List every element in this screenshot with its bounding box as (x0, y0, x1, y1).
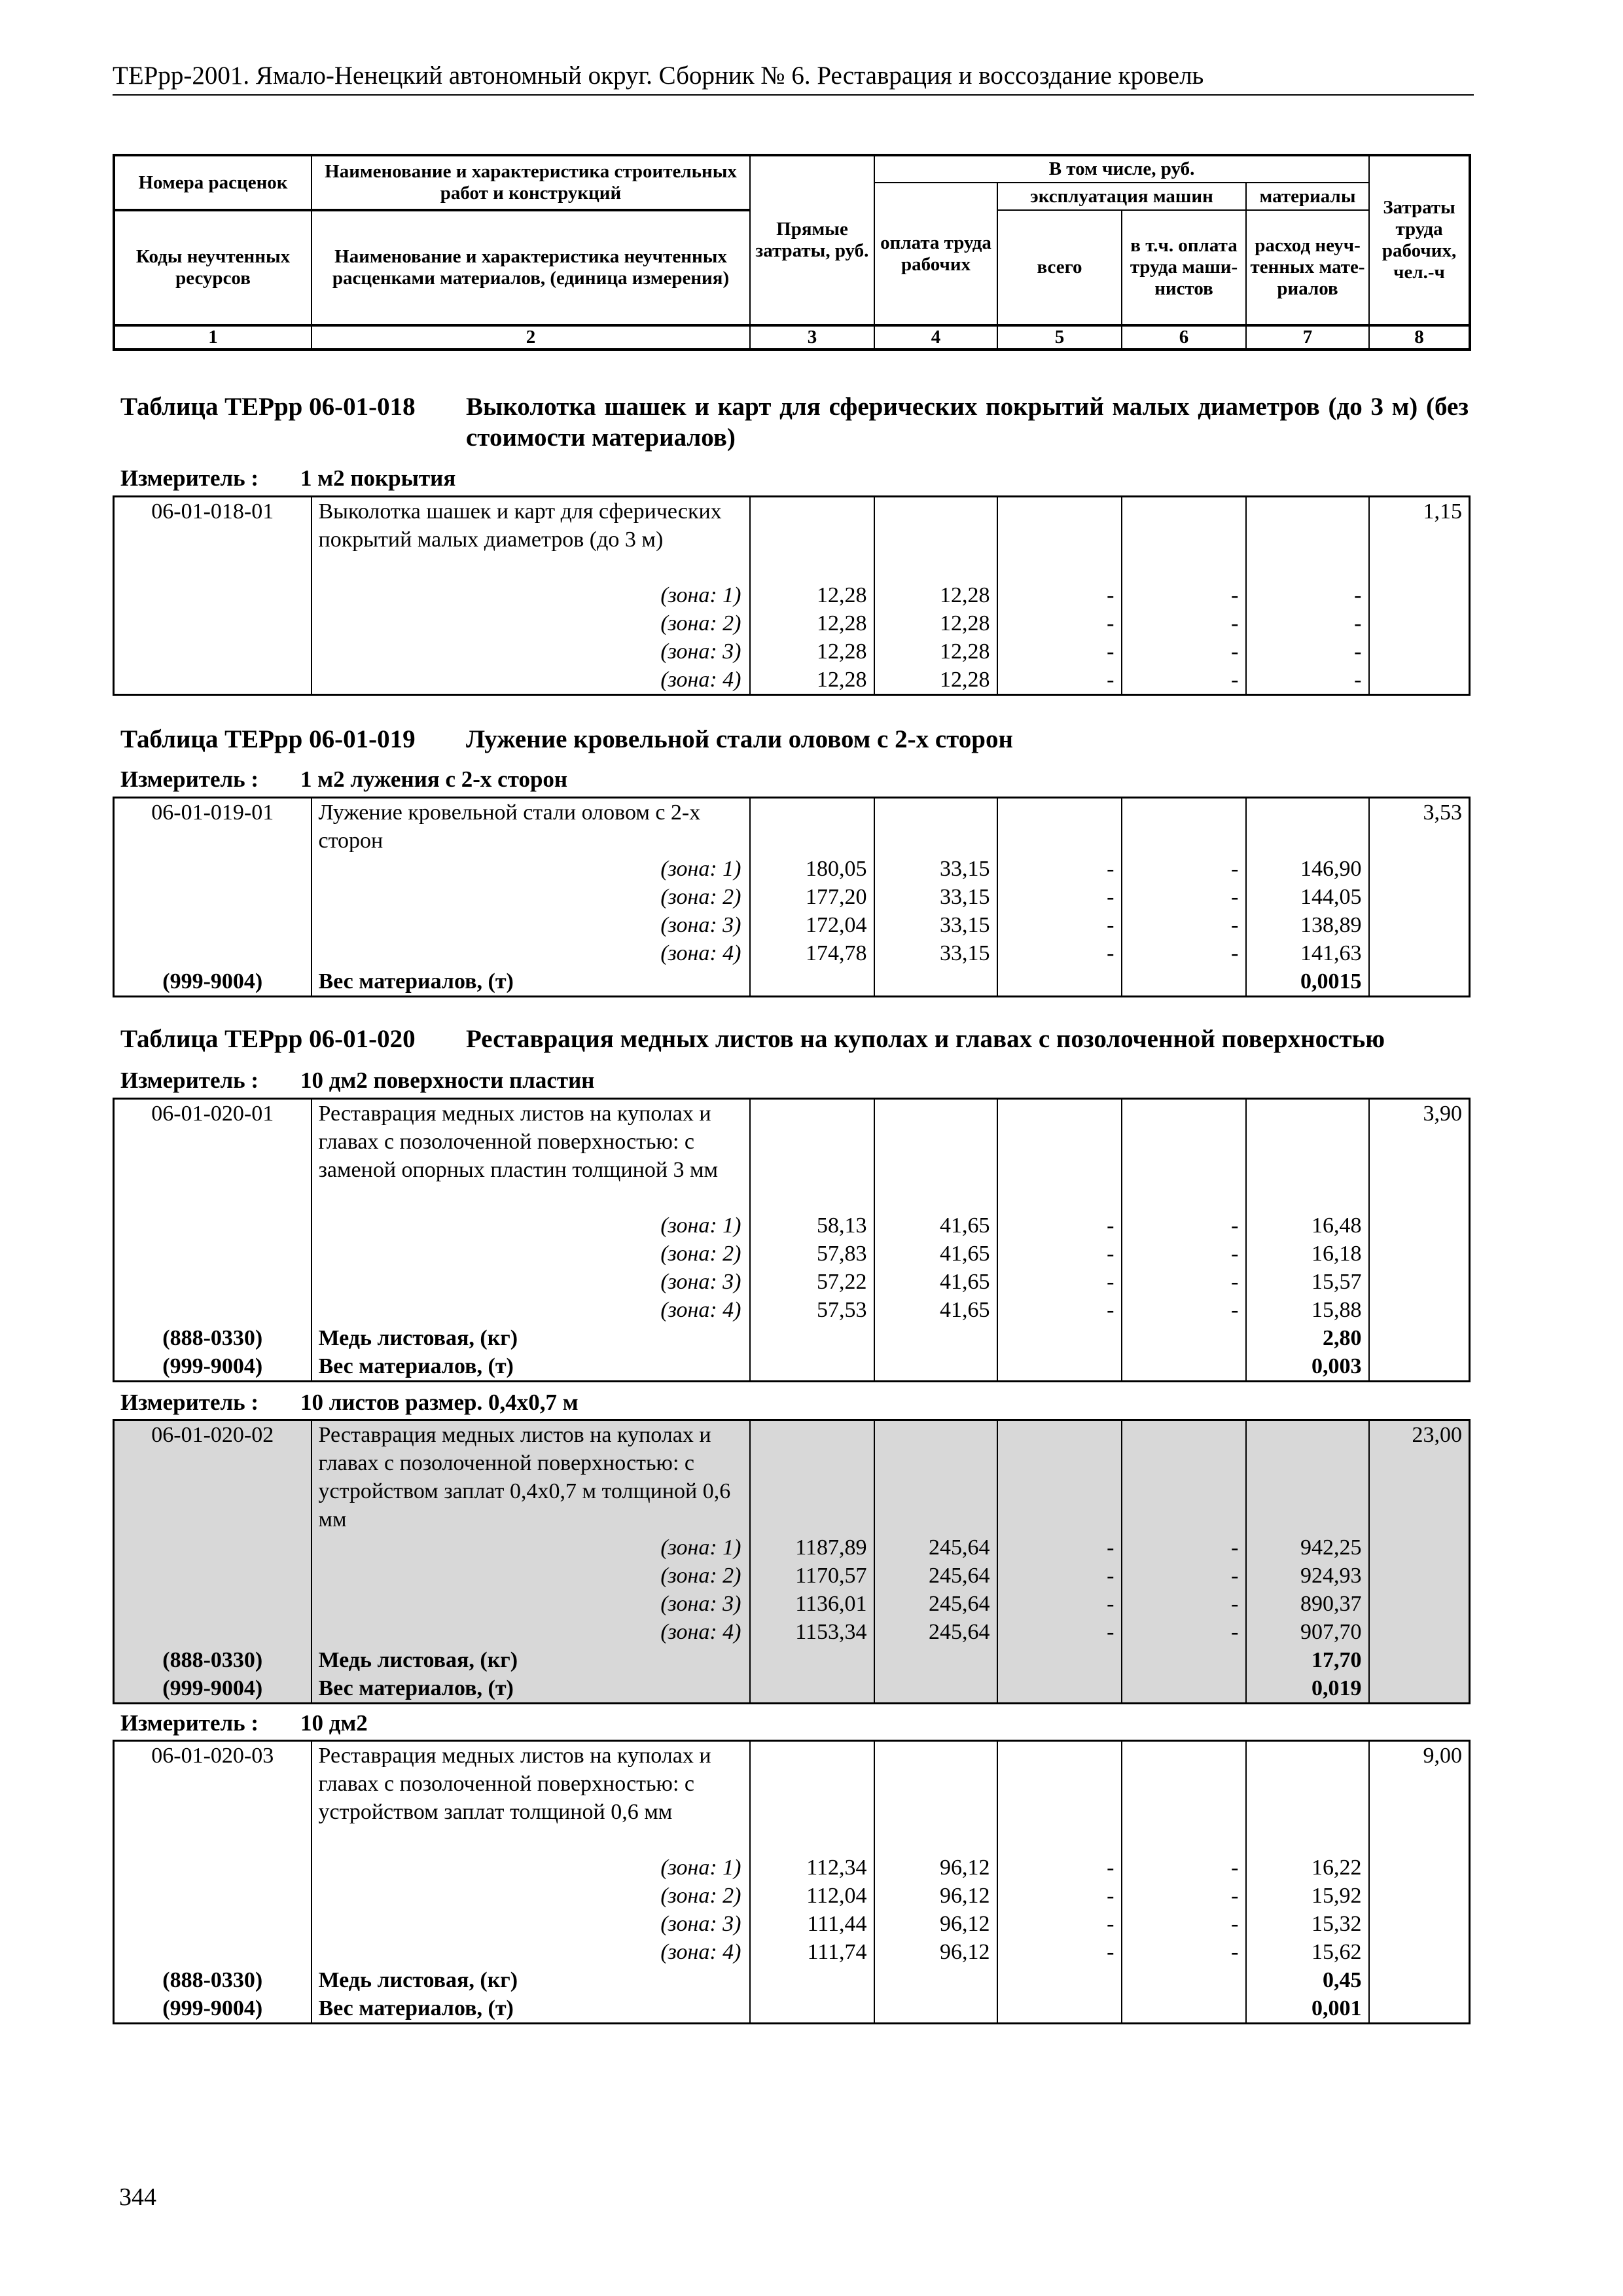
col6-label: в т.ч. оплата труда маши-нистов (1122, 210, 1246, 325)
materials: 15,92 (1246, 1882, 1369, 1910)
resource-name: Медь листовая, (кг) (312, 1324, 750, 1352)
measure-value: 1 м2 покрытия (300, 465, 456, 491)
zone-label: (зона: 4) (312, 1618, 750, 1646)
resource-value: 0,019 (1246, 1674, 1369, 1704)
measure-label: Измеритель : (120, 766, 259, 792)
machines-total: - (997, 609, 1122, 637)
materials-label: материалы (1246, 183, 1369, 210)
direct-cost: 174,78 (750, 939, 874, 967)
machines-total: - (997, 1240, 1122, 1268)
machinist-wages: - (1122, 1211, 1246, 1240)
zone-label: (зона: 1) (312, 581, 750, 609)
col1-bottom-label: Коды неучтенных ресурсов (114, 210, 312, 325)
labor-cost: 23,00 (1369, 1420, 1470, 1704)
zone-row (114, 1854, 1470, 1882)
col4-label: оплата труда рабочих (874, 183, 997, 325)
wages: 245,64 (874, 1618, 997, 1646)
direct-cost: 1136,01 (750, 1590, 874, 1618)
rate-table (113, 1098, 1471, 1382)
rate-table (113, 797, 1471, 997)
machinist-wages: - (1122, 1268, 1246, 1296)
rate-code: 06-01-019-01 (114, 798, 312, 855)
section-text: Выколотка шашек и карт для сферических покрытий малых диаметров (до 3 м) (без стоимости материалов) (466, 393, 1469, 452)
wages: 245,64 (874, 1534, 997, 1562)
machines-total: - (997, 581, 1122, 609)
col-number: 2 (312, 325, 750, 350)
machinist-wages: - (1122, 581, 1246, 609)
resource-name: Вес материалов, (т) (312, 1674, 750, 1704)
rate-table (113, 495, 1471, 696)
col-number: 8 (1369, 325, 1470, 350)
measure-value: 10 листов размер. 0,4х0,7 м (300, 1390, 579, 1415)
section-title (120, 391, 1469, 453)
machines-total: - (997, 1211, 1122, 1240)
rate-name: Лужение кровельной стали оловом с 2-х сторон (312, 798, 750, 855)
measure-value: 1 м2 лужения с 2-х сторон (300, 766, 568, 792)
zone-label: (зона: 3) (312, 911, 750, 939)
machines-total: - (997, 637, 1122, 666)
machinist-wages: - (1122, 609, 1246, 637)
page-number: 344 (119, 2183, 156, 2211)
direct-cost: 12,28 (750, 609, 874, 637)
wages: 96,12 (874, 1910, 997, 1938)
col-number: 5 (997, 325, 1122, 350)
machines-total: - (997, 855, 1122, 883)
materials: - (1246, 609, 1369, 637)
zone-label: (зона: 2) (312, 1882, 750, 1910)
materials: - (1246, 666, 1369, 695)
machinist-wages: - (1122, 1854, 1246, 1882)
materials: 907,70 (1246, 1618, 1369, 1646)
rate-name: Реставрация медных листов на куполах и главах с позолоченной поверхностью: с устройством заплат толщиной 0,6 мм (312, 1741, 750, 1854)
materials: 144,05 (1246, 883, 1369, 911)
wages: 96,12 (874, 1854, 997, 1882)
rate-table (113, 1419, 1471, 1704)
resource-name: Медь листовая, (кг) (312, 1646, 750, 1674)
col8-label: Затраты труда рабочих, чел.-ч (1369, 155, 1470, 325)
rate-code: 06-01-018-01 (114, 497, 312, 581)
column-header-table (113, 154, 1471, 351)
resource-row (114, 1674, 1470, 1704)
resource-row (114, 967, 1470, 997)
zone-row (114, 637, 1470, 666)
direct-cost: 12,28 (750, 581, 874, 609)
zone-row (114, 609, 1470, 637)
zone-row (114, 581, 1470, 609)
measure-label: Измеритель : (120, 1390, 259, 1415)
wages: 41,65 (874, 1211, 997, 1240)
machinist-wages: - (1122, 1590, 1246, 1618)
direct-cost: 1187,89 (750, 1534, 874, 1562)
zone-row (114, 1590, 1470, 1618)
resource-value: 2,80 (1246, 1324, 1369, 1352)
machinist-wages: - (1122, 637, 1246, 666)
materials: 138,89 (1246, 911, 1369, 939)
direct-cost: 12,28 (750, 637, 874, 666)
zone-label: (зона: 3) (312, 637, 750, 666)
wages: 12,28 (874, 581, 997, 609)
zone-label: (зона: 4) (312, 939, 750, 967)
col-number: 3 (750, 325, 874, 350)
wages: 96,12 (874, 1938, 997, 1966)
zone-row (114, 1882, 1470, 1910)
machinist-wages: - (1122, 1296, 1246, 1324)
zone-row (114, 855, 1470, 883)
resource-code: (999-9004) (114, 1994, 312, 2024)
labor-cost: 1,15 (1369, 497, 1470, 695)
rate-name: Реставрация медных листов на куполах и главах с позолоченной поверхностью: с устройством заплат 0,4х0,7 м толщиной 0,6 мм (312, 1420, 750, 1534)
zone-row (114, 1240, 1470, 1268)
section-title (120, 1024, 1469, 1054)
wages: 33,15 (874, 911, 997, 939)
zone-label: (зона: 2) (312, 609, 750, 637)
col3-label: Прямые затраты, руб. (750, 155, 874, 325)
zone-row (114, 1211, 1470, 1240)
resource-name: Медь листовая, (кг) (312, 1966, 750, 1994)
resource-code: (999-9004) (114, 1352, 312, 1382)
machines-total: - (997, 1590, 1122, 1618)
resource-value: 0,001 (1246, 1994, 1369, 2024)
direct-cost: 112,34 (750, 1854, 874, 1882)
machinist-wages: - (1122, 666, 1246, 695)
zone-label: (зона: 2) (312, 1240, 750, 1268)
direct-cost: 12,28 (750, 666, 874, 695)
wages: 96,12 (874, 1882, 997, 1910)
materials: 942,25 (1246, 1534, 1369, 1562)
resource-code: (888-0330) (114, 1324, 312, 1352)
resource-code: (888-0330) (114, 1966, 312, 1994)
machines-total: - (997, 1562, 1122, 1590)
materials: 924,93 (1246, 1562, 1369, 1590)
resource-row (114, 1324, 1470, 1352)
machines-total: - (997, 1534, 1122, 1562)
machinist-wages: - (1122, 1534, 1246, 1562)
materials: 15,88 (1246, 1296, 1369, 1324)
col-number: 4 (874, 325, 997, 350)
materials: 15,32 (1246, 1910, 1369, 1938)
direct-cost: 1153,34 (750, 1618, 874, 1646)
wages: 12,28 (874, 609, 997, 637)
zone-label: (зона: 2) (312, 1562, 750, 1590)
measure-value: 10 дм2 поверхности пластин (300, 1067, 595, 1093)
resource-value: 0,0015 (1246, 967, 1369, 997)
direct-cost: 111,74 (750, 1938, 874, 1966)
direct-cost: 177,20 (750, 883, 874, 911)
resource-value: 0,003 (1246, 1352, 1369, 1382)
resource-name: Вес материалов, (т) (312, 967, 750, 997)
rate-code: 06-01-020-01 (114, 1099, 312, 1211)
section-label: Таблица ТЕРрр 06-01-018 (120, 393, 416, 421)
col2-bottom-label: Наименование и характеристика неучтенных расценками материалов, (единица измерения) (312, 210, 750, 325)
machines-total: - (997, 1268, 1122, 1296)
zone-label: (зона: 1) (312, 1854, 750, 1882)
machines-total: - (997, 883, 1122, 911)
zone-label: (зона: 3) (312, 1268, 750, 1296)
direct-cost: 57,53 (750, 1296, 874, 1324)
rate-name: Выколотка шашек и карт для сферических покрытий малых диаметров (до 3 м) (312, 497, 750, 581)
resource-name: Вес материалов, (т) (312, 1994, 750, 2024)
machinist-wages: - (1122, 883, 1246, 911)
zone-row (114, 883, 1470, 911)
resource-value: 17,70 (1246, 1646, 1369, 1674)
zone-row (114, 1534, 1470, 1562)
zone-label: (зона: 1) (312, 1534, 750, 1562)
wages: 12,28 (874, 637, 997, 666)
zone-label: (зона: 4) (312, 1296, 750, 1324)
zone-label: (зона: 1) (312, 1211, 750, 1240)
measure-label: Измеритель : (120, 1067, 259, 1093)
materials: 16,48 (1246, 1211, 1369, 1240)
included-label: В том числе, руб. (874, 155, 1369, 183)
direct-cost: 180,05 (750, 855, 874, 883)
machinist-wages: - (1122, 1618, 1246, 1646)
wages: 245,64 (874, 1590, 997, 1618)
direct-cost: 57,22 (750, 1268, 874, 1296)
zone-row (114, 939, 1470, 967)
section-title (120, 724, 1469, 755)
machines-total: - (997, 1296, 1122, 1324)
machines-total: - (997, 1854, 1122, 1882)
rate-code: 06-01-020-02 (114, 1420, 312, 1534)
materials: 15,62 (1246, 1938, 1369, 1966)
zone-label: (зона: 3) (312, 1910, 750, 1938)
wages: 245,64 (874, 1562, 997, 1590)
zone-label: (зона: 4) (312, 1938, 750, 1966)
materials: 890,37 (1246, 1590, 1369, 1618)
materials: - (1246, 637, 1369, 666)
wages: 33,15 (874, 855, 997, 883)
machinist-wages: - (1122, 1938, 1246, 1966)
zone-row (114, 1296, 1470, 1324)
machines-total: - (997, 1882, 1122, 1910)
zone-row (114, 666, 1470, 695)
col2-top-label: Наименование и характеристика строительных работ и конструкций (312, 155, 750, 210)
resource-value: 0,45 (1246, 1966, 1369, 1994)
zone-label: (зона: 2) (312, 883, 750, 911)
materials: 141,63 (1246, 939, 1369, 967)
zone-row (114, 911, 1470, 939)
section-label: Таблица ТЕРрр 06-01-019 (120, 725, 416, 753)
col5-label: всего (997, 210, 1122, 325)
measure-label: Измеритель : (120, 465, 259, 491)
wages: 33,15 (874, 883, 997, 911)
wages: 41,65 (874, 1296, 997, 1324)
zone-label: (зона: 4) (312, 666, 750, 695)
col-number: 7 (1246, 325, 1369, 350)
resource-row (114, 1994, 1470, 2024)
zone-label: (зона: 3) (312, 1590, 750, 1618)
col-number: 1 (114, 325, 312, 350)
resource-code: (999-9004) (114, 1674, 312, 1704)
zone-row (114, 1938, 1470, 1966)
machinist-wages: - (1122, 1562, 1246, 1590)
labor-cost: 9,00 (1369, 1741, 1470, 2024)
labor-cost: 3,90 (1369, 1099, 1470, 1382)
materials: - (1246, 581, 1369, 609)
direct-cost: 111,44 (750, 1910, 874, 1938)
wages: 41,65 (874, 1240, 997, 1268)
machinist-wages: - (1122, 855, 1246, 883)
machines-total: - (997, 666, 1122, 695)
materials: 146,90 (1246, 855, 1369, 883)
resource-row (114, 1352, 1470, 1382)
wages: 33,15 (874, 939, 997, 967)
machines-total: - (997, 939, 1122, 967)
rate-name: Реставрация медных листов на куполах и главах с позолоченной поверхностью: с заменой опорных пластин толщиной 3 мм (312, 1099, 750, 1211)
zone-row (114, 1910, 1470, 1938)
direct-cost: 112,04 (750, 1882, 874, 1910)
measure-value: 10 дм2 (300, 1710, 368, 1736)
col1-top-label: Номера расценок (114, 155, 312, 210)
resource-row (114, 1646, 1470, 1674)
machines-total: - (997, 1910, 1122, 1938)
machines-total: - (997, 1938, 1122, 1966)
rate-table (113, 1740, 1471, 2024)
labor-cost: 3,53 (1369, 798, 1470, 997)
machines-label: эксплуатация машин (997, 183, 1246, 210)
col-number: 6 (1122, 325, 1246, 350)
measure-label: Измеритель : (120, 1710, 259, 1736)
machinist-wages: - (1122, 911, 1246, 939)
section-text: Реставрация медных листов на куполах и главах с позолоченной поверхностью (466, 1025, 1385, 1053)
machines-total: - (997, 1618, 1122, 1646)
page-header: ТЕРрр-2001. Ямало-Ненецкий автономный округ. Сборник № 6. Реставрация и воссоздание кровель (113, 60, 1474, 96)
materials: 16,22 (1246, 1854, 1369, 1882)
col7-label: расход неуч-тенных мате-риалов (1246, 210, 1369, 325)
resource-row (114, 1966, 1470, 1994)
zone-row (114, 1268, 1470, 1296)
machinist-wages: - (1122, 939, 1246, 967)
zone-row (114, 1562, 1470, 1590)
wages: 41,65 (874, 1268, 997, 1296)
resource-name: Вес материалов, (т) (312, 1352, 750, 1382)
section-text: Лужение кровельной стали оловом с 2-х сторон (466, 725, 1013, 753)
machines-total: - (997, 911, 1122, 939)
machinist-wages: - (1122, 1910, 1246, 1938)
section-label: Таблица ТЕРрр 06-01-020 (120, 1025, 416, 1053)
resource-code: (999-9004) (114, 967, 312, 997)
direct-cost: 172,04 (750, 911, 874, 939)
direct-cost: 58,13 (750, 1211, 874, 1240)
zone-label: (зона: 1) (312, 855, 750, 883)
direct-cost: 57,83 (750, 1240, 874, 1268)
direct-cost: 1170,57 (750, 1562, 874, 1590)
zone-row (114, 1618, 1470, 1646)
wages: 12,28 (874, 666, 997, 695)
resource-code: (888-0330) (114, 1646, 312, 1674)
materials: 16,18 (1246, 1240, 1369, 1268)
materials: 15,57 (1246, 1268, 1369, 1296)
machinist-wages: - (1122, 1882, 1246, 1910)
rate-code: 06-01-020-03 (114, 1741, 312, 1854)
machinist-wages: - (1122, 1240, 1246, 1268)
